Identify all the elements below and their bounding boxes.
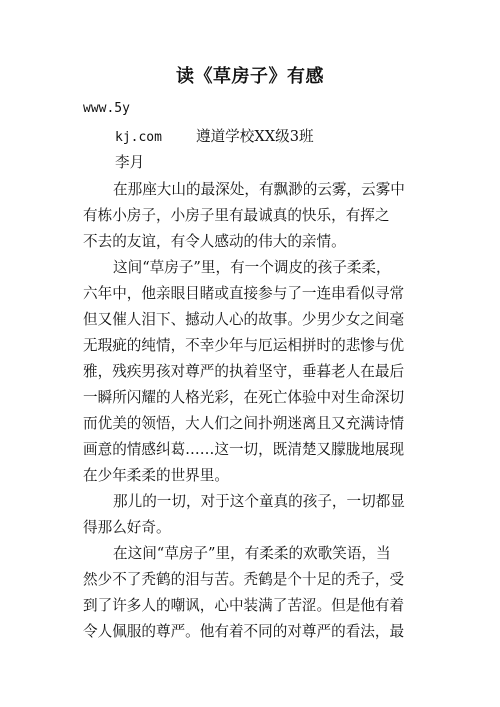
page-title: 读《草房子》有感: [176, 66, 324, 87]
text-line: 得那么好奇。: [83, 519, 171, 536]
school-line: [115, 128, 314, 147]
text-line: 一瞬所闪耀的人格光彩，在死亡体验中对生命深切: [83, 389, 405, 406]
text-line: 有栋小房子，小房子里有最诚真的快乐，有挥之: [83, 207, 390, 224]
text-line: 在少年柔柔的世界里。: [83, 467, 229, 484]
text-line: 但又催人泪下、撼动人心的故事。少男少女之间毫: [83, 311, 405, 328]
text-line: 然少不了秃鹤的泪与苦。秃鹤是个十足的秃子，受: [83, 571, 405, 588]
school-class: 遵道学校XX级3班: [195, 128, 314, 145]
author-name: 李月: [115, 154, 145, 171]
header-line: www.5y: [83, 101, 130, 116]
text-line: 六年中，他亲眼目睹或直接参与了一连串看似寻常: [83, 285, 405, 302]
text-line: 而优美的领悟，大人们之间扑朔迷离且又充满诗情: [83, 415, 405, 432]
text-line: 不去的友谊，有令人感动的伟大的亲情。: [83, 233, 346, 250]
header-url-tail: kj.com: [115, 130, 162, 145]
text-line: 无瑕疵的纯情，不幸少年与厄运相拼时的悲惨与优: [83, 337, 405, 354]
text-line: 在这间“草房子”里，有柔柔的欢歌笑语，当: [113, 545, 391, 562]
text-line: 到了许多人的嘲讽，心中装满了苦涩。但是他有着: [83, 597, 405, 614]
text-line: 画意的情感纠葛……这一切，既清楚又朦胧地展现: [83, 441, 405, 458]
text-line: 令人佩服的尊严。他有着不同的对尊严的看法，最: [83, 623, 405, 640]
text-line: 这间“草房子”里，有一个调皮的孩子柔柔，: [113, 259, 391, 276]
text-line: 那儿的一切，对于这个童真的孩子，一切都显: [113, 493, 405, 510]
text-line: 雅，残疾男孩对尊严的执着坚守，垂暮老人在最后: [83, 363, 405, 380]
text-line: 在那座大山的最深处，有飘渺的云雾，云雾中: [113, 181, 405, 198]
